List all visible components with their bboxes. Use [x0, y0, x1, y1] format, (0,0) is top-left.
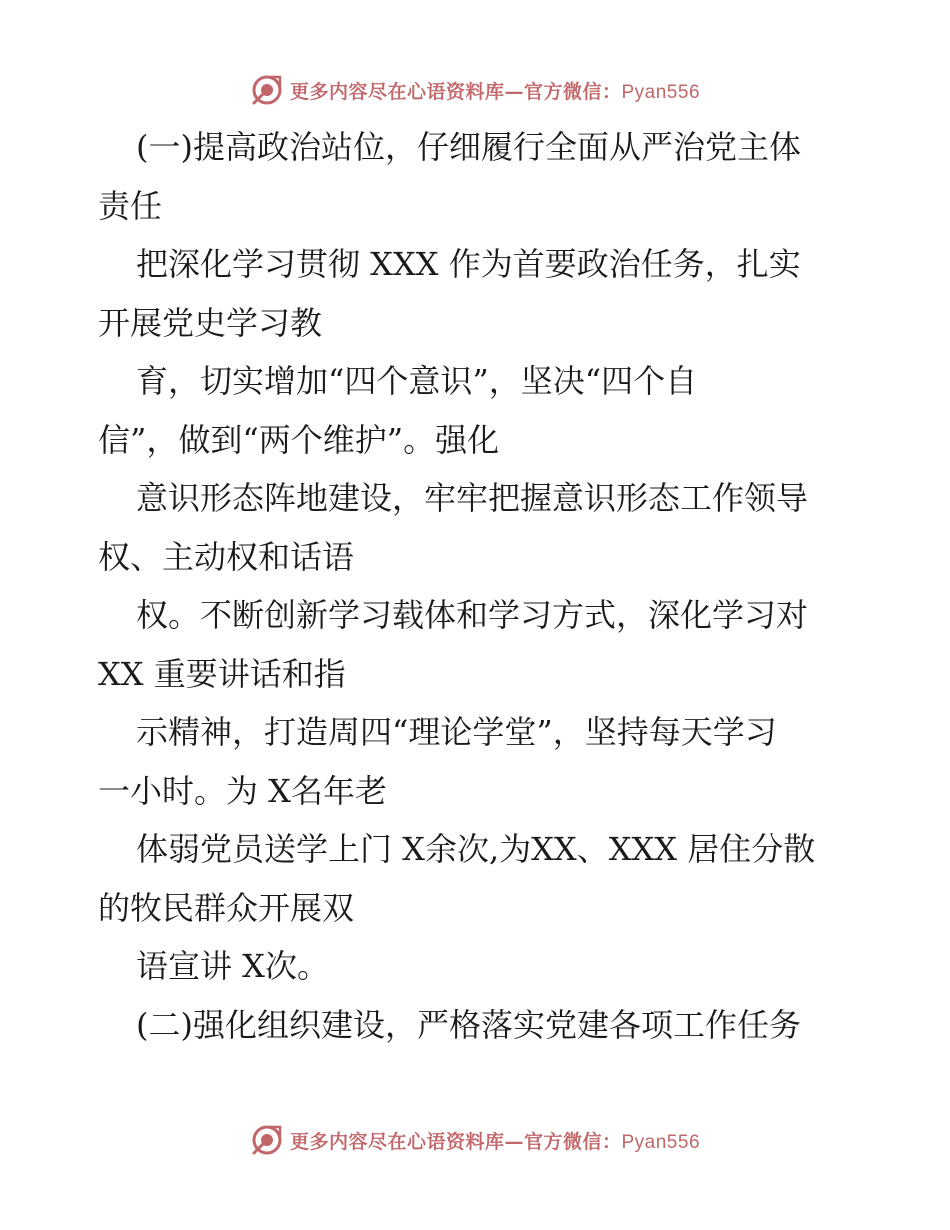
heading-one: (一)提高政治站位，仔细履行全面从严治党主体: [136, 128, 801, 166]
document-body: [98, 118, 858, 1054]
header-watermark: [0, 70, 950, 110]
watermark-wechat-id: Pyan556: [621, 81, 701, 103]
text-line: XX 重要讲话和指: [98, 654, 346, 693]
text-line: 的牧民群众开展双: [98, 888, 355, 927]
pen-logo-icon: [250, 1123, 284, 1157]
text-line: 责任: [98, 186, 163, 225]
text-line: 一小时。为 X名年老: [98, 771, 387, 810]
text-line: 权、主动权和话语: [98, 537, 355, 576]
watermark-text: 更多内容尽在心语资料库—官方微信：Pyan556: [289, 80, 701, 103]
watermark-wechat-id: Pyan556: [621, 1131, 701, 1153]
footer-watermark: [0, 1120, 950, 1160]
watermark-text: 更多内容尽在心语资料库—官方微信：Pyan556: [289, 1130, 701, 1153]
text-line: 信”，做到“两个维护”。强化: [98, 420, 500, 459]
text-line: 示精神，打造周四“理论学堂”，坚持每天学习: [136, 713, 777, 751]
text-line: 把深化学习贯彻 XXX 作为首要政治任务，扎实: [136, 245, 801, 283]
heading-two: (二)强化组织建设，严格落实党建各项工作任务: [136, 1005, 801, 1044]
text-line: 权。不断创新学习载体和学习方式，深化学习对: [136, 596, 809, 634]
text-line: 体弱党员送学上门 X余次,为XX、XXX 居住分散: [136, 830, 816, 868]
text-line: 开展党史学习教: [98, 303, 323, 342]
text-line: 育，切实增加“四个意识”，坚决“四个自: [136, 362, 698, 400]
text-line: 语宣讲 X次。: [136, 947, 329, 985]
text-line: 意识形态阵地建设，牢牢把握意识形态工作领导: [136, 479, 809, 517]
pen-logo-icon: [250, 73, 284, 107]
